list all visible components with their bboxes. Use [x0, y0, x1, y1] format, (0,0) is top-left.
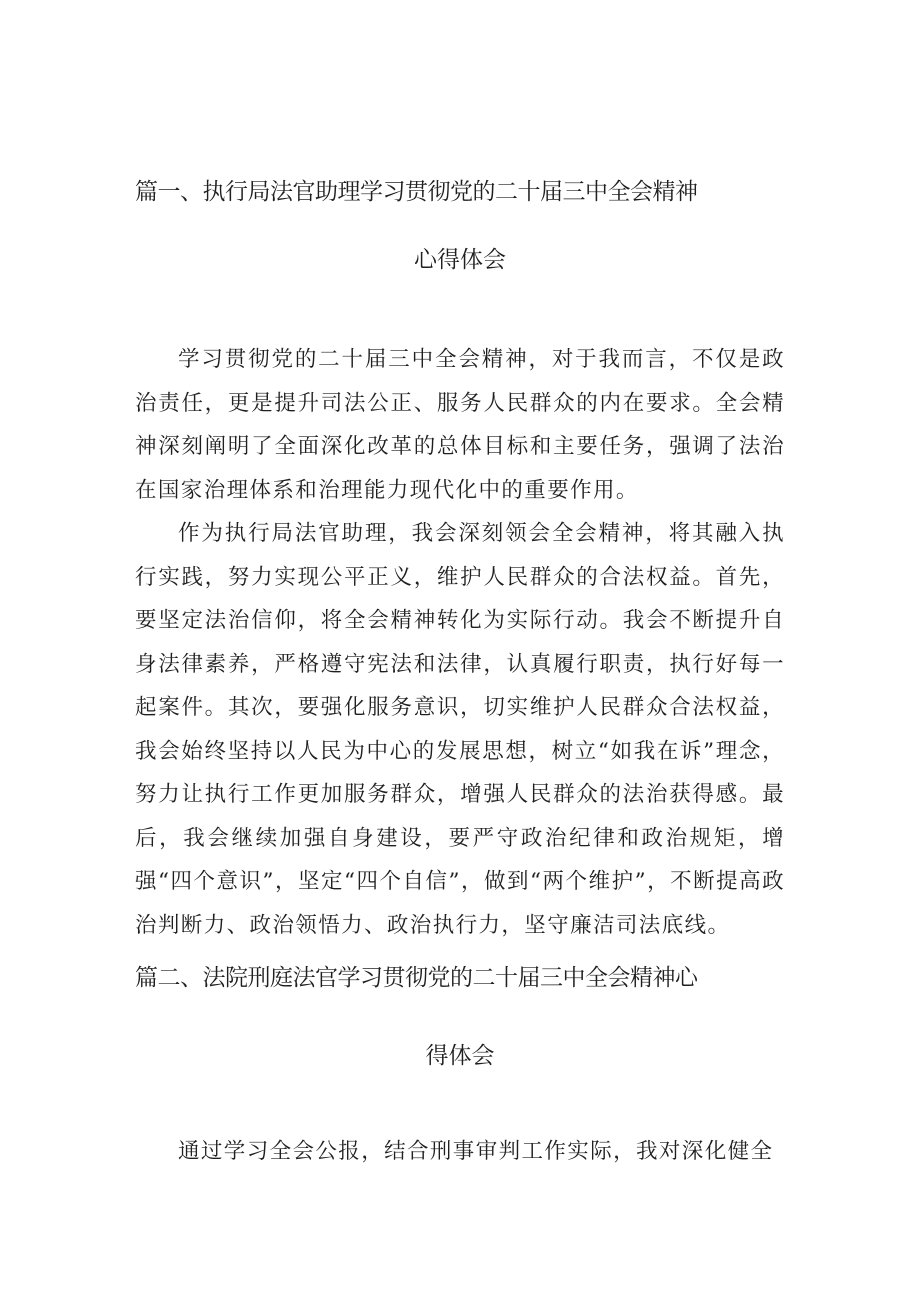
section-1-paragraph-2: 作为执行局法官助理，我会深刻领会全会精神，将其融入执行实践，努力实现公平正义，维护人民群众的合法权益。首先，要坚定法治信仰，将全会精神转化为实际行动。我会不断提升自身法律素养，严格遵守宪法和法律，认真履行职责，执行好每一起案件。其次，要强化服务意识，切实维护人民群众合法权益，我会始终坚持以人民为中心的发展思想，树立“如我在诉”理念，努力让执行工作更加服务群众，增强人民群众的法治获得感。最后，我会继续加强自身建设，要严守政治纪律和政治规矩，增强“四个意识”，坚定“四个自信”，做到“两个维护”，不断提高政治判断力、政治领悟力、政治执行力，坚守廉洁司法底线。: [135, 521, 785, 938]
section-2-title-line-1: 篇二、法院刑庭法官学习贯彻党的二十届三中全会精神心: [135, 965, 698, 991]
section-2-title-line-2: 得体会: [425, 1043, 495, 1069]
section-1-title-line-1: 篇一、执行局法官助理学习贯彻党的二十届三中全会精神: [135, 179, 698, 205]
section-1-title-line-2: 心得体会: [414, 247, 506, 273]
section-2-paragraph-1: 通过学习全会公报，结合刑事审判工作实际，我对深化健全: [178, 1139, 774, 1164]
section-1-paragraph-1: 学习贯彻党的二十届三中全会精神，对于我而言，不仅是政治责任，更是提升司法公正、服务人民群众的内在要求。全会精神深刻阐明了全面深化改革的总体目标和主要任务，强调了法治在国家治理体系和治理能力现代化中的重要作用。: [135, 347, 785, 503]
